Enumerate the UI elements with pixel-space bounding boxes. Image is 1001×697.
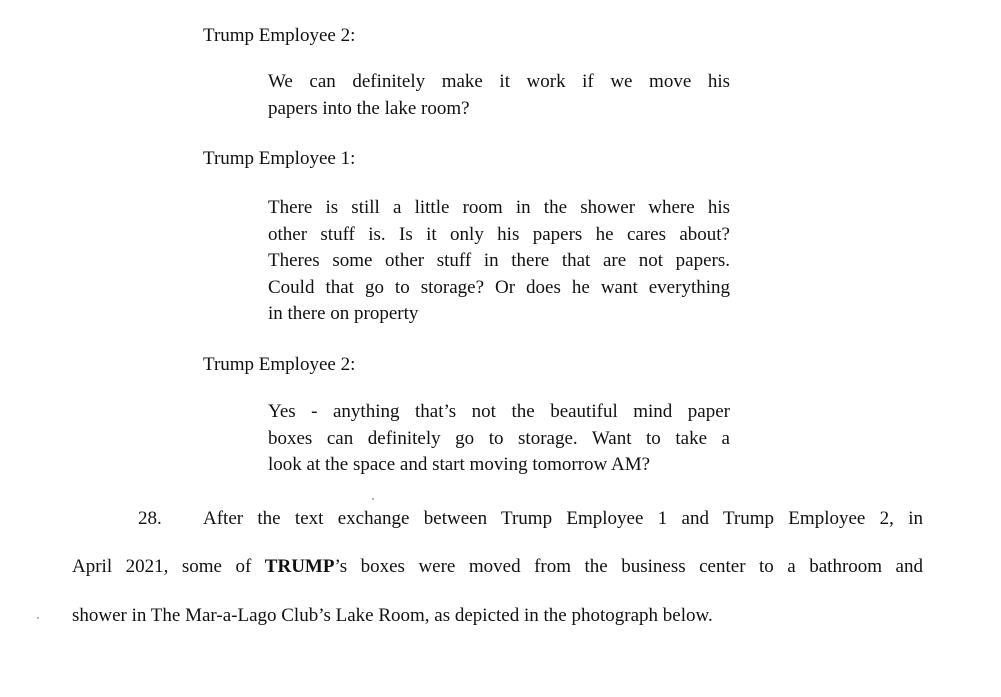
paragraph-line-2 <box>72 556 923 578</box>
message-2-line-4: Could that go to storage? Or does he want everything <box>268 276 730 298</box>
message-1-line-2: papers into the lake room? <box>268 97 470 119</box>
message-2 <box>268 195 730 328</box>
paragraph-line-2-start: April 2021, some of <box>72 556 265 577</box>
paragraph-line-2-end: ’s boxes were moved from the business center to a bathroom and <box>334 556 923 577</box>
message-1-line-1: We can definitely make it work if we move his <box>268 71 730 92</box>
speaker-label-2: Trump Employee 1: <box>203 148 356 169</box>
message-3-line-3: look at the space and start moving tomorrow AM? <box>268 454 651 475</box>
message-2-line-3: Theres some other stuff in there that are not papers. <box>268 250 730 271</box>
message-2-line-5: in there on property <box>268 303 419 324</box>
paragraph-number: 28. <box>138 508 162 529</box>
message-3-line-1: Yes - anything that’s not the beautiful mind paper <box>268 401 730 422</box>
message-1 <box>268 69 730 122</box>
paragraph-line-3: shower in The Mar-a-Lago Club’s Lake Room, as depicted in the photograph below. <box>72 605 713 626</box>
scan-speck <box>372 498 374 500</box>
message-2-line-1: There is still a little room in the shower where his <box>268 197 730 218</box>
speaker-label-3: Trump Employee 2: <box>203 354 356 375</box>
message-2-line-2: other stuff is. Is it only his papers he cares about? <box>268 223 730 245</box>
speaker-label-1: Trump Employee 2: <box>203 25 356 46</box>
scan-speck <box>37 617 39 619</box>
paragraph-line-1: After the text exchange between Trump Employee 1 and Trump Employee 2, in <box>203 508 923 529</box>
message-3-line-2: boxes can definitely go to storage. Want to take a <box>268 427 730 449</box>
defendant-name: TRUMP <box>264 556 335 577</box>
message-3 <box>268 399 730 479</box>
